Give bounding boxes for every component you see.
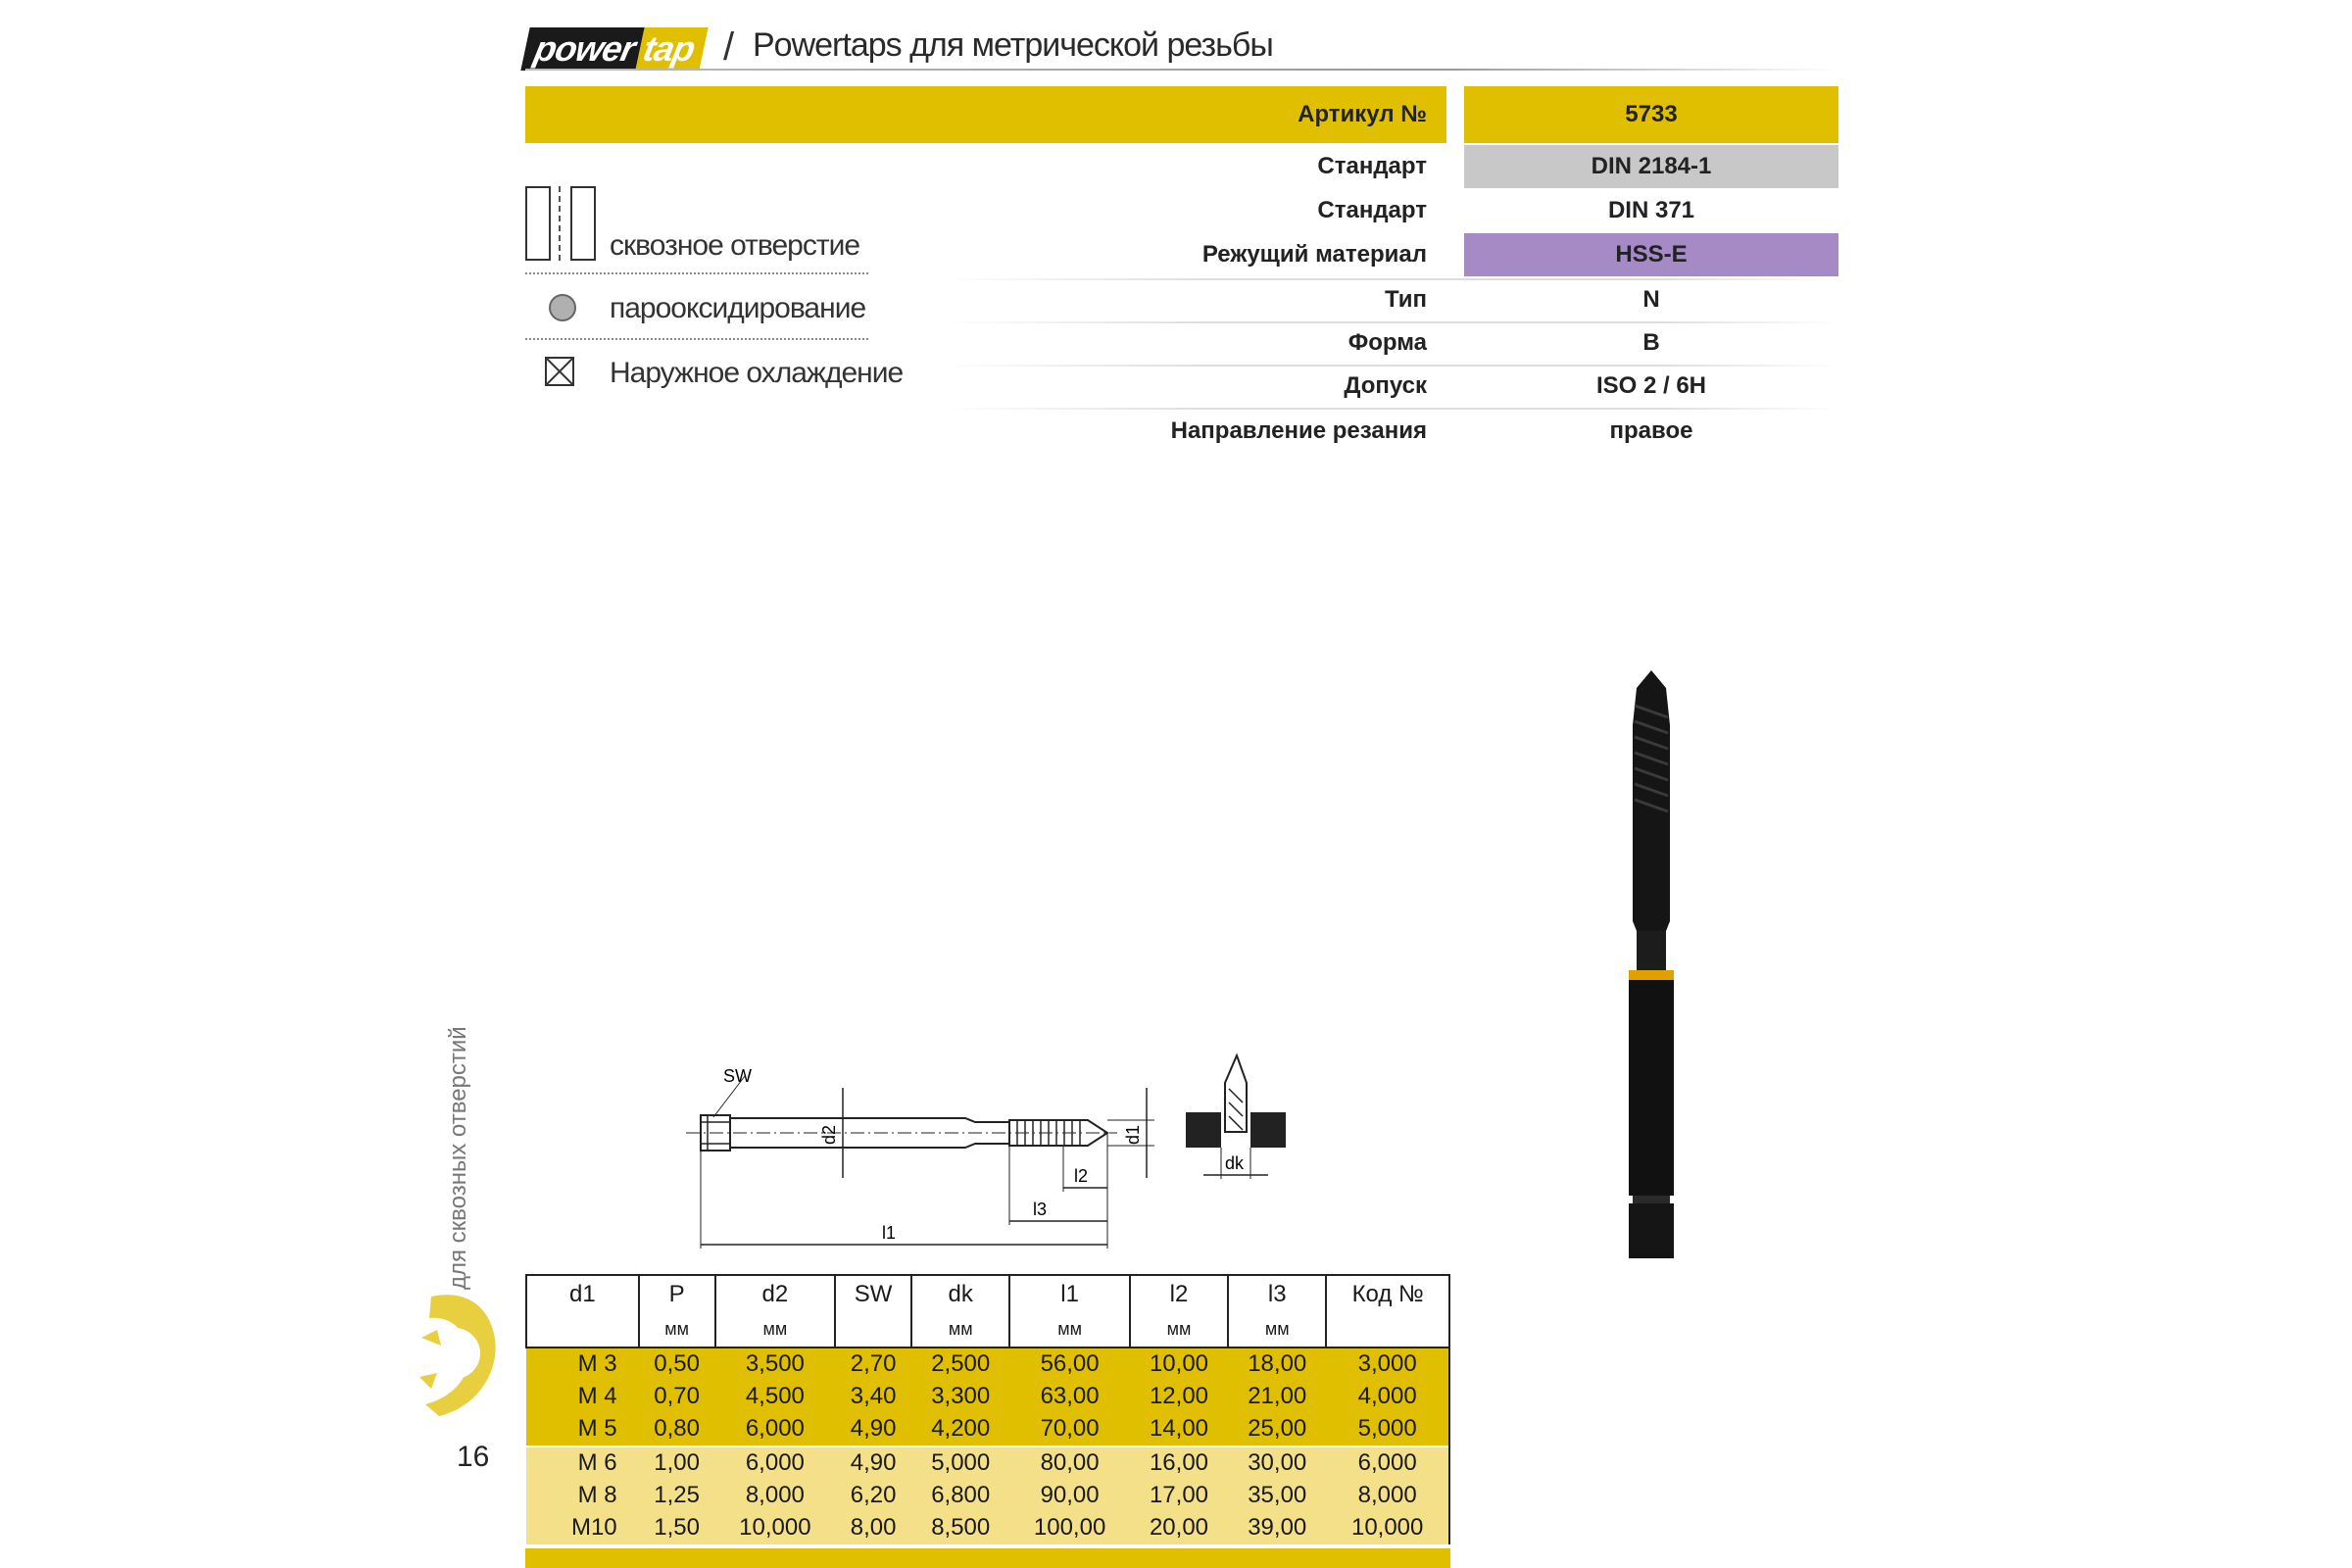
cell: 6,000: [1326, 1446, 1449, 1480]
cell: 21,00: [1228, 1381, 1326, 1414]
unit-cell: мм: [1228, 1312, 1326, 1348]
cell: 80,00: [1009, 1446, 1130, 1480]
cell: 4,500: [715, 1381, 836, 1414]
tap-product-image: [1607, 666, 1695, 1264]
spec-label: Артикул №: [1298, 101, 1427, 127]
through-hole-icon: [525, 186, 598, 261]
unit-cell: мм: [1130, 1312, 1228, 1348]
table-row: [526, 1348, 1449, 1381]
powertap-logo: [520, 27, 708, 71]
dk-label: dk: [1225, 1153, 1245, 1173]
dimension-table: [525, 1274, 1450, 1544]
cell: 6,000: [715, 1446, 836, 1480]
cell: 100,00: [1009, 1512, 1130, 1545]
spec-value: B: [1642, 329, 1660, 356]
cell: 0,80: [639, 1413, 715, 1446]
cell: 70,00: [1009, 1413, 1130, 1446]
cell: 5,000: [911, 1446, 1009, 1480]
legend-divider: [525, 338, 868, 340]
legend-text: сквозное отверстие: [610, 229, 860, 262]
col-dk: dk: [911, 1275, 1009, 1312]
unit-cell: [1326, 1312, 1449, 1348]
steam-oxide-icon: [549, 294, 576, 321]
cell: 4,000: [1326, 1381, 1449, 1414]
col-d2: d2: [715, 1275, 836, 1312]
spec-value: N: [1642, 286, 1660, 313]
cell: 5,000: [1326, 1413, 1449, 1446]
table-footer-bar: [525, 1548, 1450, 1568]
spec-label: Допуск: [1344, 372, 1427, 399]
legend-text: парооксидирование: [610, 292, 866, 324]
spec-value: HSS-E: [1464, 233, 1838, 276]
cell: 12,00: [1130, 1381, 1228, 1414]
cell: 90,00: [1009, 1479, 1130, 1512]
legend-divider: [525, 272, 868, 274]
title-divider: [525, 69, 1838, 71]
table-row: [526, 1413, 1449, 1446]
l3-label: l3: [1033, 1200, 1048, 1219]
spec-label: Тип: [1385, 286, 1427, 313]
d1-label: d1: [1123, 1124, 1143, 1145]
cell: 8,500: [911, 1512, 1009, 1545]
l2-label: l2: [1074, 1166, 1089, 1186]
spec-value: DIN 371: [1607, 197, 1695, 223]
unit-cell: мм: [715, 1312, 836, 1348]
cell: M 5: [526, 1413, 639, 1446]
cell: 10,000: [1326, 1512, 1449, 1545]
cell: 10,00: [1130, 1348, 1228, 1381]
external-coolant-icon: [545, 357, 574, 386]
logo-tap-text: tap: [635, 27, 708, 71]
legend-steam-oxide: [525, 288, 868, 331]
table-row: [526, 1479, 1449, 1512]
cell: M10: [526, 1512, 639, 1545]
col-p: P: [639, 1275, 715, 1312]
cell: 0,50: [639, 1348, 715, 1381]
spec-label: Режущий материал: [1201, 241, 1427, 268]
logo-power-text: power: [520, 27, 644, 71]
page-number: 16: [457, 1441, 490, 1473]
hole-section-drawing: [1186, 1054, 1294, 1191]
cell: 8,000: [715, 1479, 836, 1512]
legend-text: Наружное охлаждение: [610, 357, 904, 389]
cell: 1,50: [639, 1512, 715, 1545]
cell: 8,00: [835, 1512, 911, 1545]
spec-value: ISO 2 / 6H: [1595, 372, 1707, 399]
spec-standard-row: [525, 145, 1838, 188]
spec-label: Форма: [1348, 329, 1427, 356]
title-slash: /: [723, 25, 735, 69]
d2-label: d2: [819, 1124, 839, 1145]
spec-label: Направление резания: [1170, 417, 1427, 444]
cell: 63,00: [1009, 1381, 1130, 1414]
spec-label: Стандарт: [1317, 197, 1427, 223]
tap-section-emblem-icon: [412, 1279, 500, 1426]
page-title: Powertaps для метрической резьбы: [753, 26, 1273, 64]
spec-value: DIN 2184-1: [1464, 145, 1838, 188]
cell: 3,300: [911, 1381, 1009, 1414]
sw-label: SW: [723, 1066, 752, 1086]
spec-article-row: [525, 86, 1838, 143]
cell: M 4: [526, 1381, 639, 1414]
cell: 1,25: [639, 1479, 715, 1512]
table-units-row: [526, 1312, 1449, 1348]
cell: 30,00: [1228, 1446, 1326, 1480]
cell: 56,00: [1009, 1348, 1130, 1381]
cell: M 6: [526, 1446, 639, 1480]
cell: 3,500: [715, 1348, 836, 1381]
col-l3: l3: [1228, 1275, 1326, 1312]
cell: M 3: [526, 1348, 639, 1381]
col-d1: d1: [526, 1275, 639, 1312]
cell: 4,90: [835, 1413, 911, 1446]
legend-external-coolant: [525, 353, 904, 396]
cell: 3,000: [1326, 1348, 1449, 1381]
side-label: для сквозных отверстий: [445, 1026, 471, 1290]
legend-through-hole: [525, 186, 868, 265]
l1-label: l1: [882, 1223, 897, 1243]
cell: 2,500: [911, 1348, 1009, 1381]
spec-value: 5733: [1464, 86, 1838, 143]
col-l2: l2: [1130, 1275, 1228, 1312]
cell: 4,200: [911, 1413, 1009, 1446]
cell: 3,40: [835, 1381, 911, 1414]
col-code: Код №: [1326, 1275, 1449, 1312]
cell: 2,70: [835, 1348, 911, 1381]
cell: 17,00: [1130, 1479, 1228, 1512]
cell: 16,00: [1130, 1446, 1228, 1480]
spec-direction-row: [525, 410, 1838, 453]
table-row: [526, 1446, 1449, 1480]
table-row: [526, 1512, 1449, 1545]
col-sw: SW: [835, 1275, 911, 1312]
unit-cell: мм: [639, 1312, 715, 1348]
spec-value: правое: [1609, 417, 1693, 444]
cell: 10,000: [715, 1512, 836, 1545]
cell: 6,20: [835, 1479, 911, 1512]
cell: 14,00: [1130, 1413, 1228, 1446]
table-header-row: [526, 1275, 1449, 1312]
spec-label: Стандарт: [1317, 153, 1427, 179]
cell: 0,70: [639, 1381, 715, 1414]
cell: 6,000: [715, 1413, 836, 1446]
unit-cell: [835, 1312, 911, 1348]
cell: 20,00: [1130, 1512, 1228, 1545]
unit-cell: мм: [1009, 1312, 1130, 1348]
cell: 6,800: [911, 1479, 1009, 1512]
cell: 18,00: [1228, 1348, 1326, 1381]
cell: 8,000: [1326, 1479, 1449, 1512]
unit-cell: мм: [911, 1312, 1009, 1348]
table-row: [526, 1381, 1449, 1414]
cell: 39,00: [1228, 1512, 1326, 1545]
cell: 25,00: [1228, 1413, 1326, 1446]
cell: 1,00: [639, 1446, 715, 1480]
cell: 4,90: [835, 1446, 911, 1480]
cell: 35,00: [1228, 1479, 1326, 1512]
col-l1: l1: [1009, 1275, 1130, 1312]
cell: M 8: [526, 1479, 639, 1512]
unit-cell: [526, 1312, 639, 1348]
